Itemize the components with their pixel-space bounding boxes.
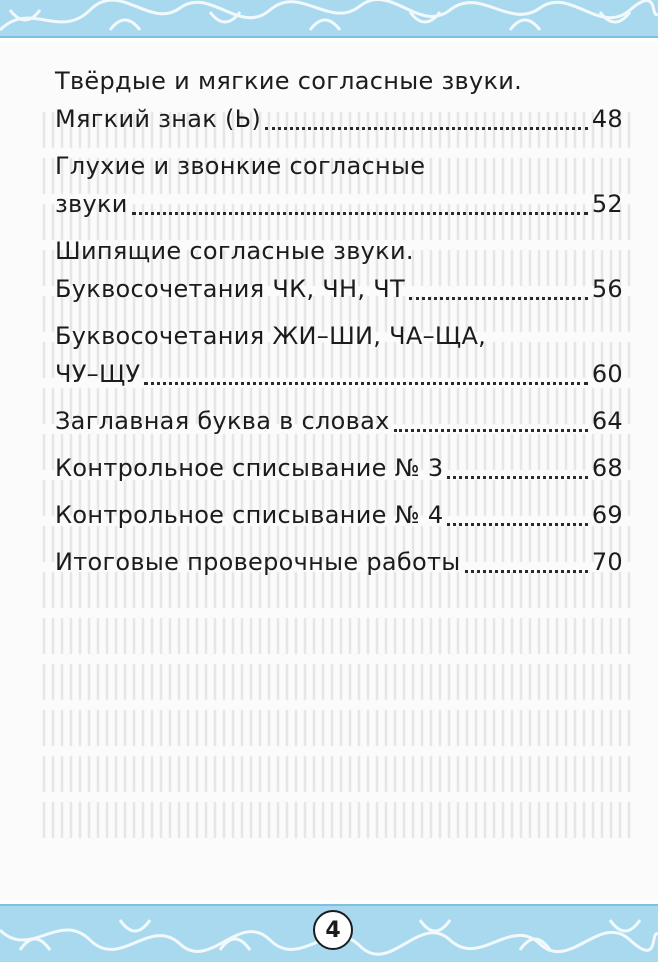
toc-entry <box>55 317 623 393</box>
toc-entry <box>55 449 623 487</box>
dot-leader <box>465 569 588 573</box>
toc-entry-title: звуки <box>55 190 128 218</box>
toc-entry-row <box>55 355 623 393</box>
toc-page-number: 48 <box>591 105 623 133</box>
toc-entry-title-line: Шипящие согласные звуки. <box>55 237 414 265</box>
toc-entry <box>55 62 623 138</box>
toc-entry <box>55 496 623 534</box>
toc-entry-row <box>55 402 623 440</box>
toc-page-number: 64 <box>591 407 623 435</box>
toc-entry <box>55 147 623 223</box>
page-number-badge: 4 <box>313 910 353 950</box>
toc-entry <box>55 232 623 308</box>
toc-page-number: 69 <box>591 501 623 529</box>
toc-entry <box>55 543 623 581</box>
dot-leader <box>144 381 587 385</box>
toc-entry-row <box>55 449 623 487</box>
toc-entry-title: Буквосочетания ЧК, ЧН, ЧТ <box>55 275 405 303</box>
ornament-pattern-top <box>0 0 658 42</box>
dot-leader <box>409 296 588 300</box>
toc-entry-title: Контрольное списывание № 4 <box>55 501 444 529</box>
dot-leader <box>447 522 587 526</box>
toc-page-number: 70 <box>591 548 623 576</box>
toc-entry <box>55 402 623 440</box>
toc-entry-title: Заглавная буква в словах <box>55 407 390 435</box>
toc-page-number: 60 <box>591 360 623 388</box>
toc-entry-title: Мягкий знак (Ь) <box>55 105 262 133</box>
toc-page-number: 52 <box>591 190 623 218</box>
toc-entry-row <box>55 543 623 581</box>
table-of-contents <box>55 62 623 590</box>
dot-leader <box>447 475 587 479</box>
dot-leader <box>394 428 588 432</box>
toc-entry-row <box>55 100 623 138</box>
toc-entry-title-line: Твёрдые и мягкие согласные звуки. <box>55 67 523 95</box>
dot-leader <box>265 126 588 130</box>
toc-entry-title-line: Буквосочетания ЖИ–ШИ, ЧА–ЩА, <box>55 322 487 350</box>
toc-entry-title: ЧУ–ЩУ <box>55 360 141 388</box>
toc-entry-title: Итоговые проверочные работы <box>55 548 461 576</box>
toc-entry-row <box>55 496 623 534</box>
toc-page-number: 56 <box>591 275 623 303</box>
toc-entry-title-line: Глухие и звонкие согласные <box>55 152 426 180</box>
toc-page-number: 68 <box>591 454 623 482</box>
toc-entry-row <box>55 185 623 223</box>
decorative-top-border <box>0 0 658 42</box>
dot-leader <box>132 211 588 215</box>
toc-entry-title: Контрольное списывание № 3 <box>55 454 444 482</box>
toc-entry-row <box>55 270 623 308</box>
